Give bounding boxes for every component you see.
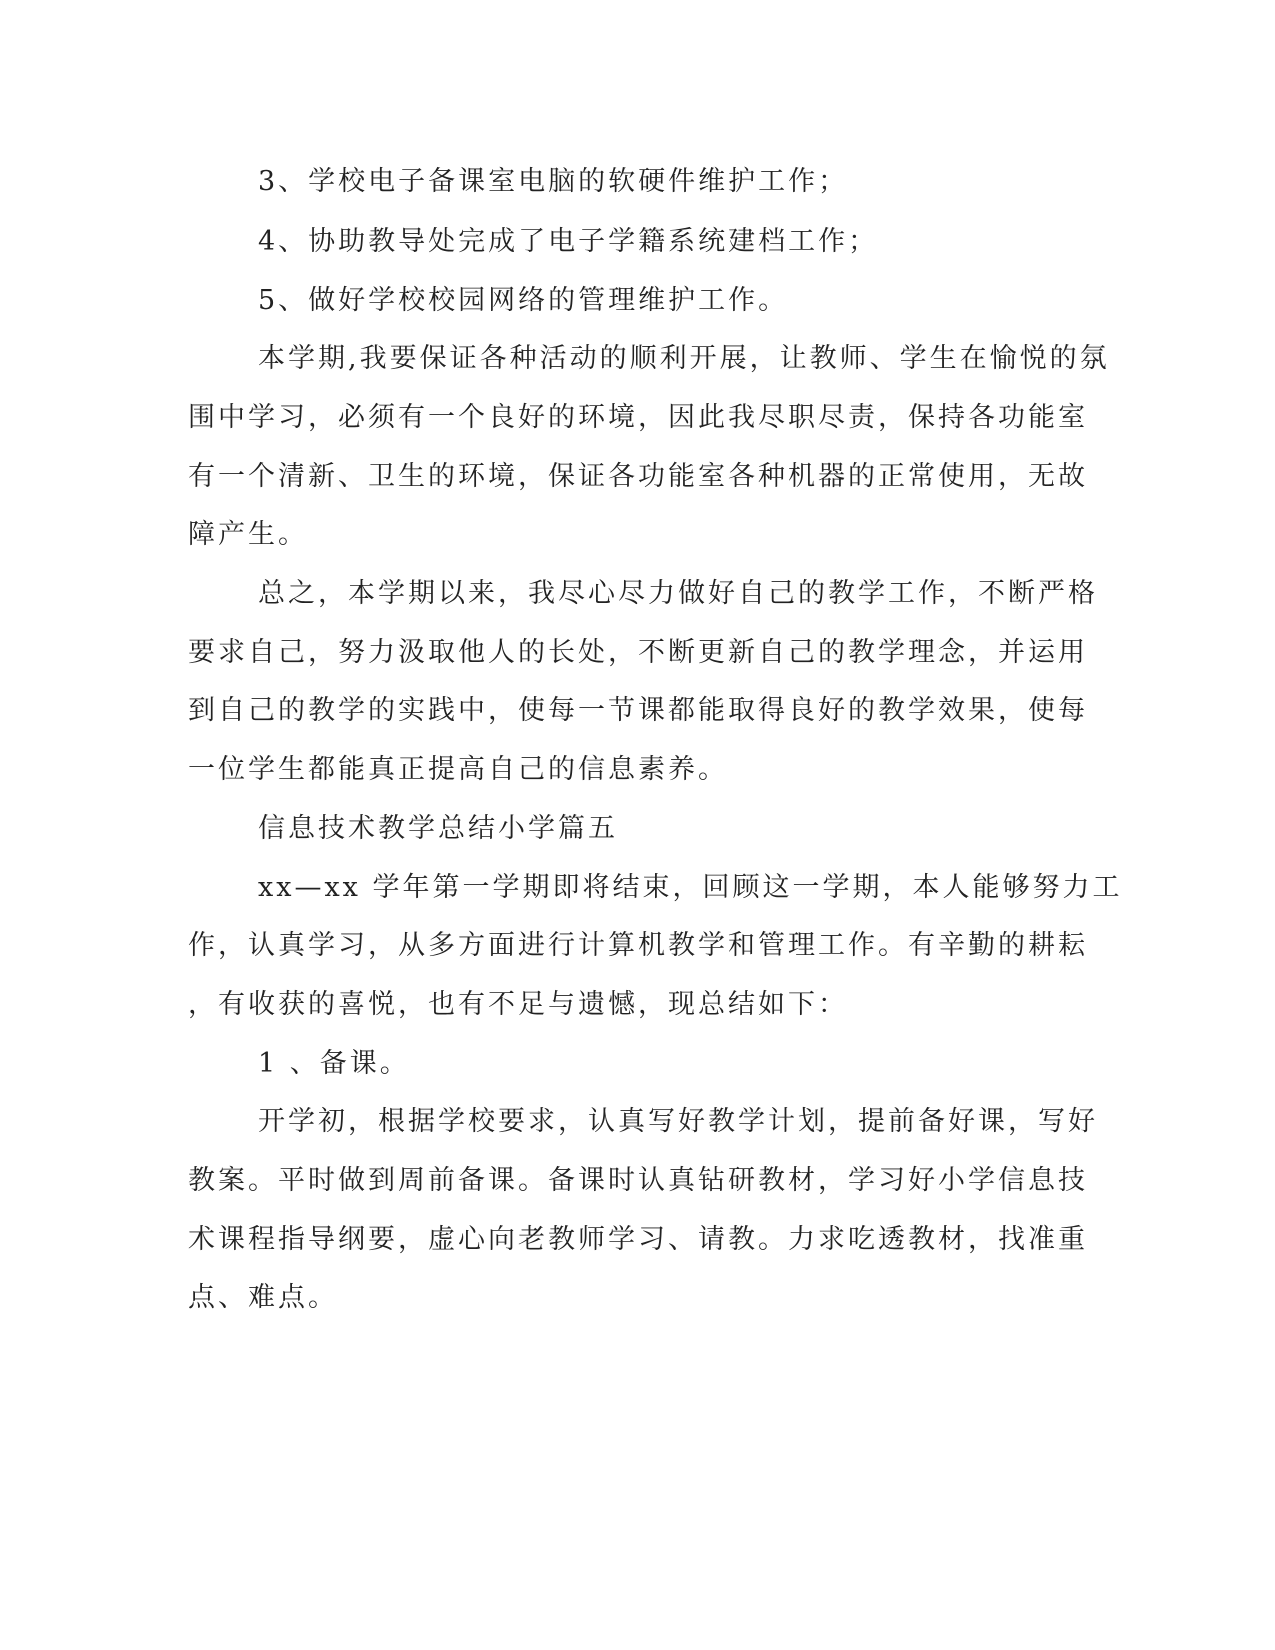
list-item-5: 5、做好学校校园网络的管理维护工作。: [258, 285, 789, 316]
paragraph-line: 术课程指导纲要，虚心向老教师学习、请教。力求吃透教材，找准重: [188, 1224, 1088, 1255]
paragraph-line: 本学期,我要保证各种活动的顺利开展，让教师、学生在愉悦的氛: [258, 343, 1110, 374]
paragraph-line: 围中学习，必须有一个良好的环境，因此我尽职尽责，保持各功能室: [188, 402, 1088, 433]
paragraph-line: 障产生。: [188, 519, 308, 550]
paragraph-line: xx—xx 学年第一学期即将结束，回顾这一学期，本人能够努力工: [258, 872, 1123, 903]
paragraph-line: 总之，本学期以来，我尽心尽力做好自己的教学工作，不断严格: [258, 578, 1098, 609]
paragraph-line: 开学初，根据学校要求，认真写好教学计划，提前备好课，写好: [258, 1106, 1098, 1137]
paragraph-line: 到自己的教学的实践中，使每一节课都能取得良好的教学效果，使每: [188, 695, 1088, 726]
paragraph-line: 作，认真学习，从多方面进行计算机教学和管理工作。有辛勤的耕耘: [188, 930, 1088, 961]
list-item-3: 3、学校电子备课室电脑的软硬件维护工作；: [258, 166, 849, 197]
paragraph-line: 有一个清新、卫生的环境，保证各功能室各种机器的正常使用，无故: [188, 461, 1088, 492]
section-heading: 信息技术教学总结小学篇五: [258, 813, 618, 844]
list-item-4: 4、协助教导处完成了电子学籍系统建档工作；: [258, 226, 879, 257]
paragraph-line: 要求自己，努力汲取他人的长处，不断更新自己的教学理念，并运用: [188, 637, 1088, 668]
paragraph-line: 教案。平时做到周前备课。备课时认真钻研教材，学习好小学信息技: [188, 1165, 1088, 1196]
numbered-subheading: 1 、备课。: [258, 1048, 410, 1079]
paragraph-line: 一位学生都能真正提高自己的信息素养。: [188, 754, 728, 785]
paragraph-line: 点、难点。: [188, 1282, 338, 1313]
paragraph-line: ，有收获的喜悦，也有不足与遗憾，现总结如下：: [188, 989, 848, 1020]
